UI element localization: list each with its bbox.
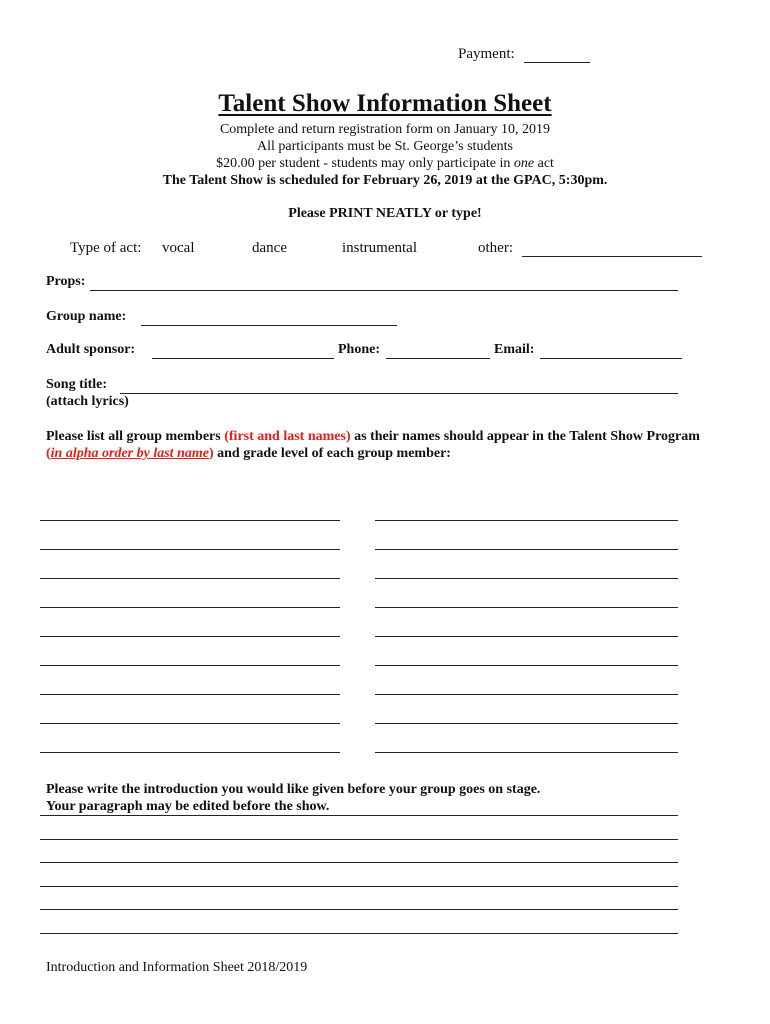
member-line-left-9[interactable] [40, 752, 340, 753]
payment-field[interactable] [524, 62, 590, 63]
members-prompt-names: (first and last names) [224, 429, 351, 444]
member-line-right-4[interactable] [375, 607, 678, 608]
phone-label: Phone: [338, 342, 380, 357]
members-prompt-order: in alpha order by last name [50, 446, 209, 461]
act-option-instrumental[interactable]: instrumental [342, 240, 417, 256]
members-prompt-paren-open: ( [46, 446, 51, 461]
member-line-right-3[interactable] [375, 578, 678, 579]
subtitle-schedule: The Talent Show is scheduled for February 26, 2019 at the GPAC, 5:30pm. [162, 173, 608, 188]
intro-line-2[interactable] [40, 839, 678, 840]
page-title: Talent Show Information Sheet [218, 90, 552, 117]
props-label: Props: [46, 274, 86, 289]
members-prompt-text: Please list all group members [46, 429, 225, 444]
member-line-right-5[interactable] [375, 636, 678, 637]
intro-prompt-line1: Please write the introduction you would like given before your group goes on stage. [46, 782, 541, 797]
member-line-left-6[interactable] [40, 665, 340, 666]
email-label: Email: [494, 342, 535, 357]
act-option-vocal[interactable]: vocal [162, 240, 195, 256]
group-name-field[interactable] [141, 325, 397, 326]
song-title-field[interactable] [120, 393, 678, 394]
adult-sponsor-field[interactable] [152, 358, 334, 359]
subtitle-fee [0, 155, 770, 172]
member-line-left-3[interactable] [40, 578, 340, 579]
fee-text-end: act [534, 156, 554, 171]
intro-prompt-line2: Your paragraph may be edited before the show. [46, 799, 330, 814]
intro-line-5[interactable] [40, 909, 678, 910]
member-line-left-4[interactable] [40, 607, 340, 608]
intro-line-1[interactable] [40, 815, 678, 816]
act-option-other-label: other: [478, 240, 513, 256]
act-option-dance[interactable]: dance [252, 240, 287, 256]
payment-label: Payment: [458, 46, 515, 62]
member-line-right-8[interactable] [375, 723, 678, 724]
subtitle-deadline: Complete and return registration form on January 10, 2019 [219, 122, 551, 137]
member-line-right-1[interactable] [375, 520, 678, 521]
act-other-field[interactable] [522, 256, 702, 257]
subtitle-eligibility: All participants must be St. George’s students [257, 139, 513, 154]
members-prompt [46, 428, 706, 462]
intro-line-4[interactable] [40, 886, 678, 887]
member-line-left-2[interactable] [40, 549, 340, 550]
member-line-right-7[interactable] [375, 694, 678, 695]
phone-field[interactable] [386, 358, 490, 359]
fee-text: $20.00 per student - students may only participate in [216, 156, 514, 171]
song-title-label: Song title: [46, 377, 108, 392]
page-footer: Introduction and Information Sheet 2018/2019 [46, 960, 308, 975]
print-note: Please PRINT NEATLY or type! [288, 206, 482, 221]
member-line-left-8[interactable] [40, 723, 340, 724]
attach-lyrics-note: (attach lyrics) [46, 394, 129, 409]
member-line-left-5[interactable] [40, 636, 340, 637]
members-prompt-grade: and grade level of each group member: [213, 446, 451, 461]
member-line-right-9[interactable] [375, 752, 678, 753]
member-line-right-6[interactable] [375, 665, 678, 666]
members-prompt-paren-close: ) [208, 446, 214, 461]
member-line-left-1[interactable] [40, 520, 340, 521]
intro-line-6[interactable] [40, 933, 678, 934]
props-field[interactable] [90, 290, 678, 291]
intro-line-3[interactable] [40, 862, 678, 863]
adult-sponsor-label: Adult sponsor: [46, 342, 136, 357]
group-name-label: Group name: [46, 309, 127, 324]
member-line-left-7[interactable] [40, 694, 340, 695]
members-prompt-program: as their names should appear in the Talent Show Program [350, 429, 700, 444]
act-type-label: Type of act: [70, 240, 142, 256]
member-line-right-2[interactable] [375, 549, 678, 550]
fee-emphasis: one [513, 156, 535, 171]
email-field[interactable] [540, 358, 682, 359]
